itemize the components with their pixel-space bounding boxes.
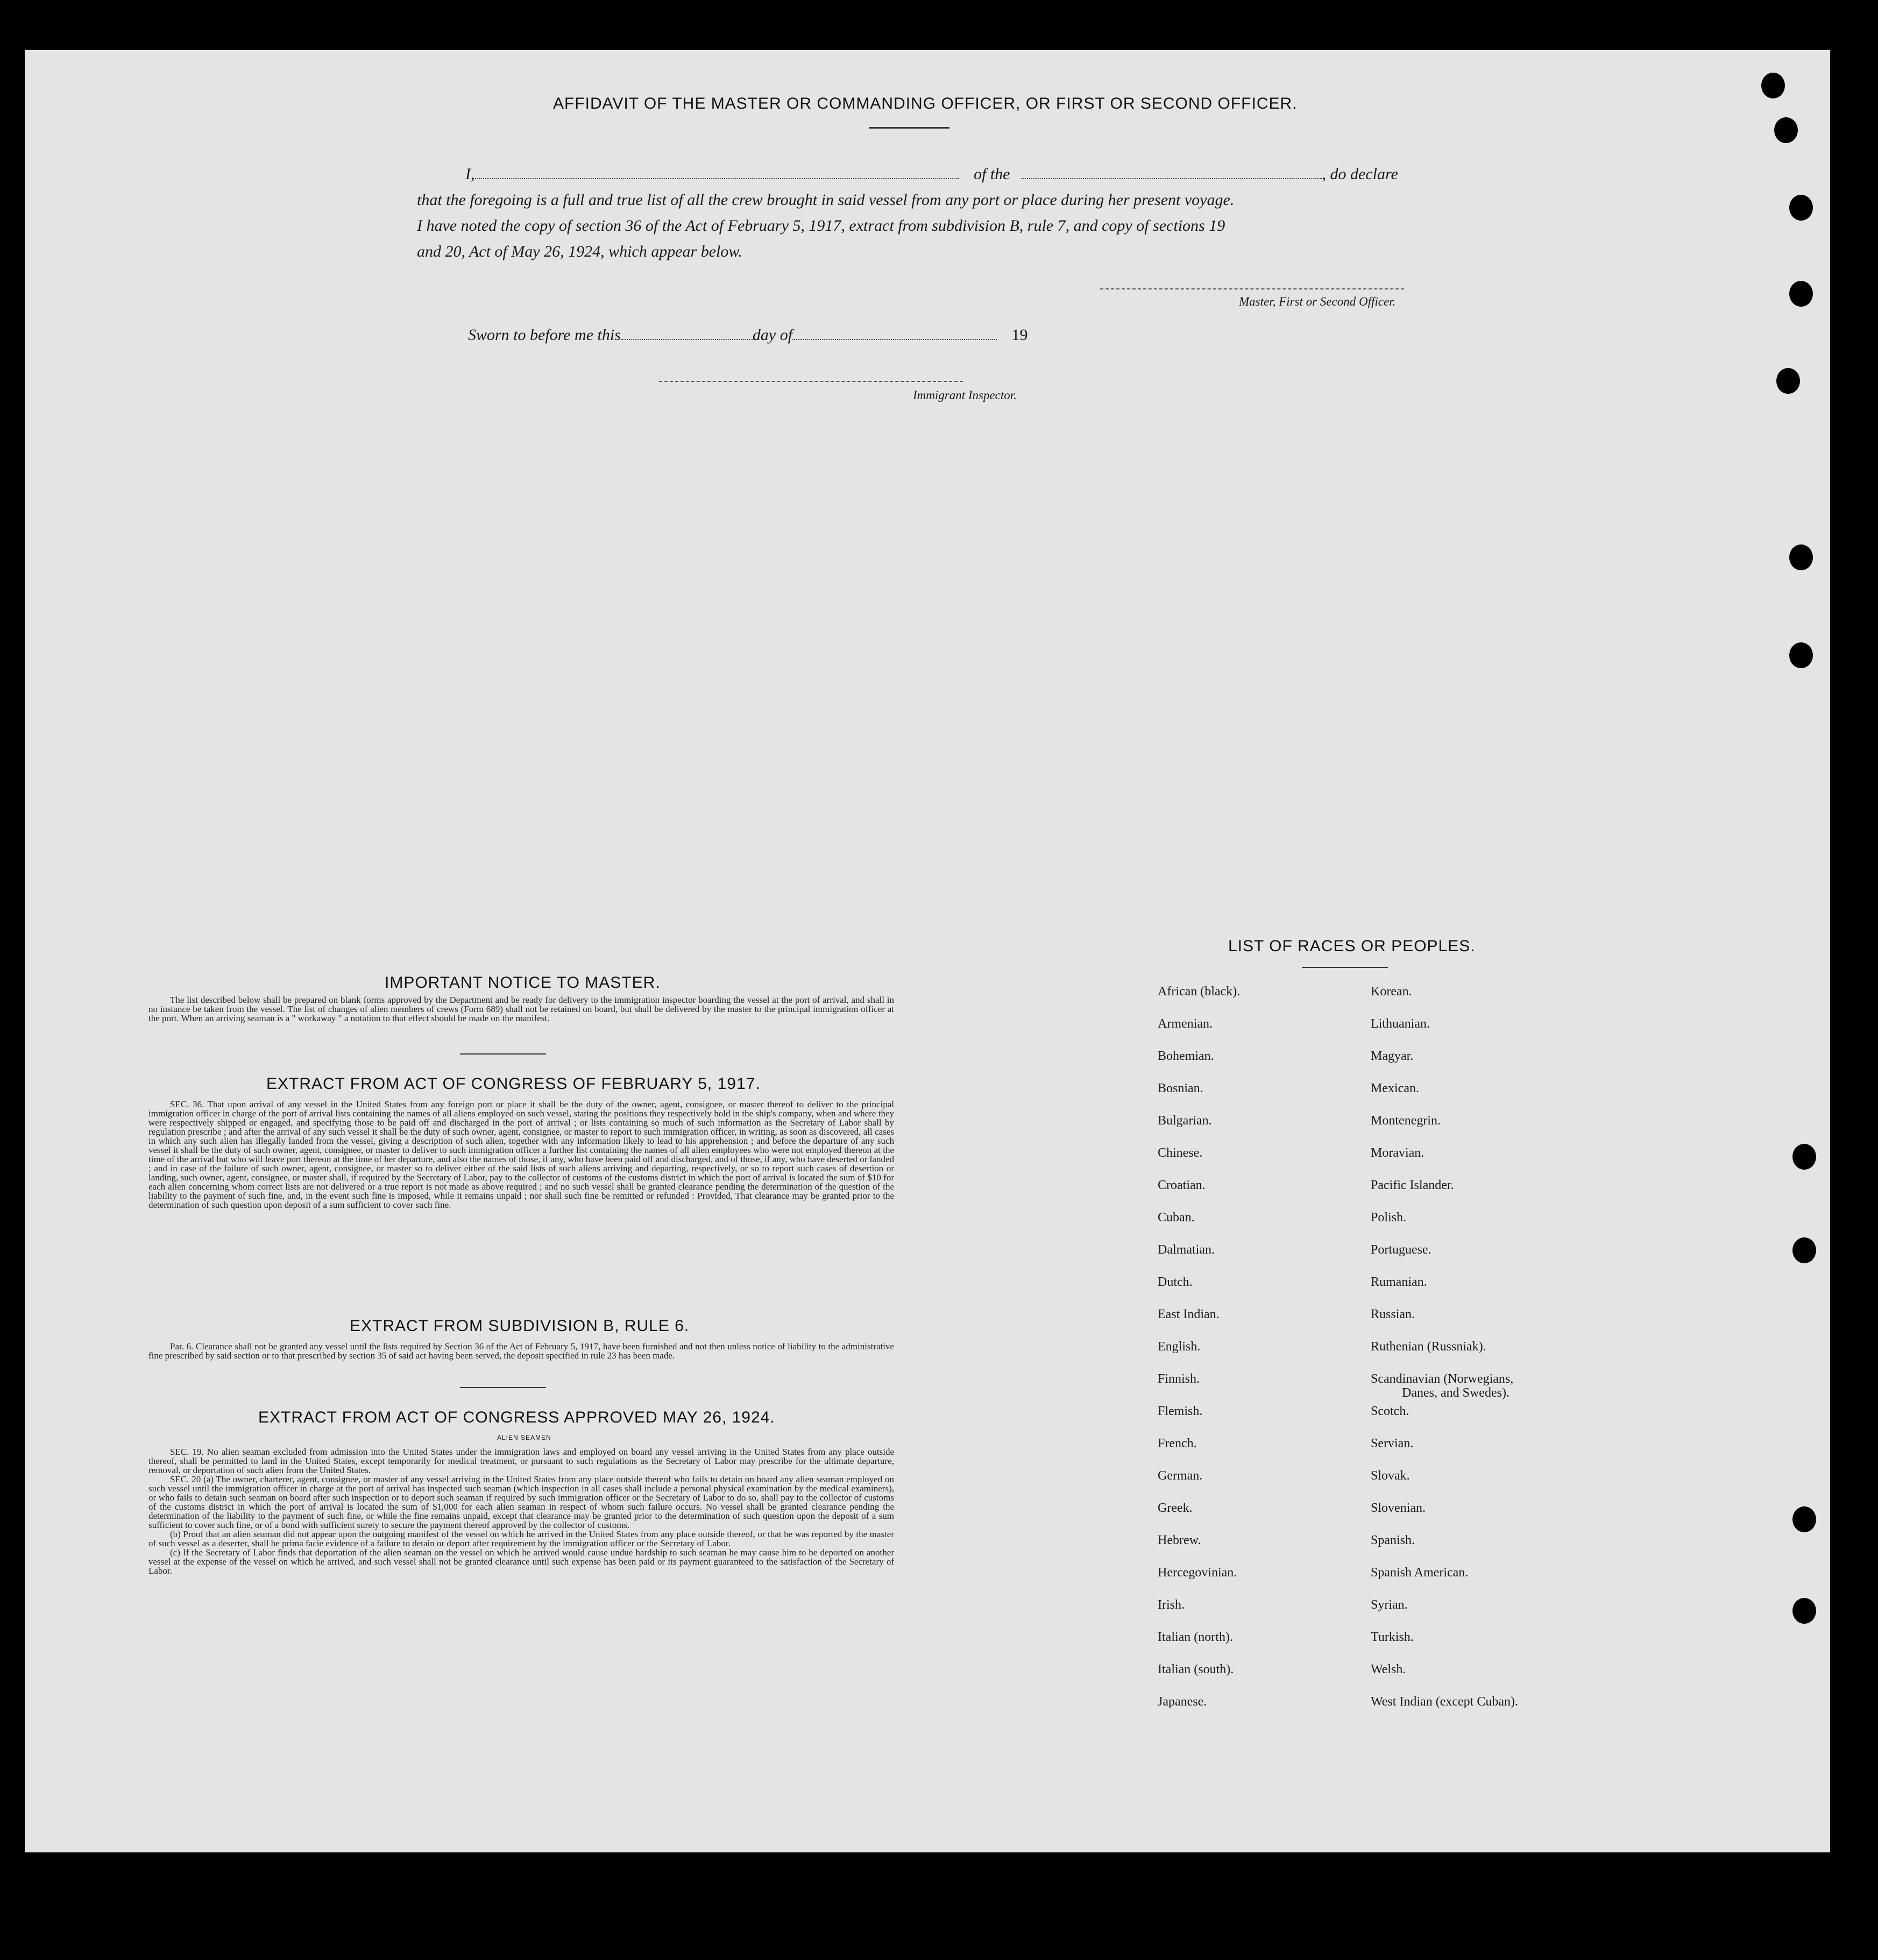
- race-item: German.: [1158, 1469, 1203, 1483]
- race-item: Montenegrin.: [1371, 1114, 1441, 1128]
- declaration-line: I have noted the copy of section 36 of the Act of February 5, 1917, extract from subdivision B, rule 7, and copy of sections 19: [417, 217, 1225, 235]
- race-item: Italian (north).: [1158, 1630, 1233, 1644]
- punch-hole: [1792, 1237, 1816, 1263]
- month-field[interactable]: [792, 339, 997, 340]
- extract-rule6-text: Par. 6. Clearance shall not be granted any vessel until the lists required by Section 36 of the Act of February 5, 1917, have been furnished and not then unless notice of liability to the administrative fine prescribed by said section or to that prescribed by section 35 of said act having been served, the deposit specified in rule 23 has been made.: [148, 1341, 894, 1361]
- extract-1917-title: EXTRACT FROM ACT OF CONGRESS OF FEBRUARY 5, 1917.: [266, 1075, 761, 1093]
- affidavit-title: AFFIDAVIT OF THE MASTER OR COMMANDING OFFICER, OR FIRST OR SECOND OFFICER.: [553, 95, 1298, 112]
- extract-1917-text: SEC. 36. That upon arrival of any vessel in the United States from any foreign port or place it shall be the duty of the owner, agent, consignee, or master thereof to deliver to the principal immigration officer in charge of the port of arrival lists containing the names of all aliens employed on such vessel, stating the positions they respectively hold in the ship's company, when and where they were respectively shipped or engaged, and specifying those to be paid off and discharged in the port of arrival ; or lists containing so much of such information as the Secretary of Labor shall by regulation prescribe ; and after the arrival of any such vessel it shall be the duty of such owner, agent, consignee, or master to report to such immigration officer, in writing, as soon as discovered, all cases in which any such alien has illegally landed from the vessel, giving a description of such alien, together with any information likely to lead to his apprehension ; and before the departure of any such vessel it shall be the duty of such owner, agent, consignee, or master to deliver to such immigration officer a further list containing the names of all alien employees who were not employed thereon at the time of the arrival but who will leave port thereon at the time of her departure, and also the names of those, if any, who have been paid off and discharged, and of those, if any, who have deserted or landed ; and in case of the failure of such owner, agent, consignee, or master so to deliver either of the said lists of such aliens arriving and departing, respectively, or so to report such cases of desertion or landing, such owner, agent, consignee, or master shall, if required by the Secretary of Labor, pay to the collector of customs of the customs district in which the port of arrival is located the sum of $10 for each alien concerning whom correct lists are not delivered or a true report is not made as above required ; and no such vessel shall be granted clearance pending the determination of the question of the liability to the payment of such fine, and, in the event such fine is imposed, while it remains unpaid ; nor shall such fine be remitted or refunded : Provided, That clearance may be granted prior to the determination of such question upon deposit of a sum sufficient to cover such fine.: [148, 1099, 894, 1210]
- race-item: Hebrew.: [1158, 1533, 1201, 1547]
- race-item: Magyar.: [1371, 1049, 1414, 1063]
- race-item: Bohemian.: [1158, 1049, 1214, 1063]
- race-item: Japanese.: [1158, 1695, 1207, 1709]
- race-item: Ruthenian (Russniak).: [1371, 1340, 1486, 1354]
- race-item: Portuguese.: [1371, 1243, 1431, 1257]
- races-title: LIST OF RACES OR PEOPLES.: [1228, 937, 1476, 955]
- race-item: Syrian.: [1371, 1598, 1408, 1612]
- race-item: West Indian (except Cuban).: [1371, 1695, 1518, 1709]
- race-item: Dalmatian.: [1158, 1243, 1215, 1257]
- declaration-line: that the foregoing is a full and true list of all the crew brought in said vessel from any port or place during her present voyage.: [417, 191, 1235, 209]
- day-field[interactable]: [621, 339, 753, 340]
- sworn-label: Sworn to before me this: [468, 326, 621, 344]
- section-20c: (c) If the Secretary of Labor finds that deportation of the alien seaman on the vessel on which he arrived would cause undue hardship to such seaman he may cause him to be deported on another vessel at the expense of the vessel on which he arrived, and such vessel shall not be granted clearance until such expense has been paid or its payment guaranteed to the satisfaction of the Secretary of Labor.: [148, 1547, 894, 1576]
- race-item: Russian.: [1371, 1307, 1415, 1321]
- race-item: Polish.: [1371, 1211, 1407, 1225]
- race-item: African (black).: [1158, 985, 1241, 999]
- punch-hole: [1776, 368, 1800, 394]
- race-item: Spanish.: [1371, 1533, 1415, 1547]
- race-item: Cuban.: [1158, 1211, 1195, 1225]
- declaration-line: and 20, Act of May 26, 1924, which appear below.: [417, 243, 742, 260]
- race-item: Rumanian.: [1371, 1275, 1427, 1289]
- punch-hole: [1792, 1144, 1816, 1170]
- day-of-label: day of: [752, 326, 793, 344]
- i-label: I,: [465, 165, 475, 183]
- race-item-line: Scandinavian (Norwegians,: [1371, 1372, 1514, 1386]
- race-item: Croatian.: [1158, 1178, 1206, 1192]
- punch-hole: [1761, 73, 1785, 98]
- punch-hole: [1789, 281, 1813, 307]
- alien-seamen-subtitle: ALIEN SEAMEN: [497, 1434, 551, 1441]
- section-19: SEC. 19. No alien seaman excluded from admission into the United States under the immigration laws and employed on board any vessel arriving in the United States from any place outside thereof, shall be permitted to land in the United States, except temporarily for medical treatment, or pursuant to such regulations as the Secretary of Labor may prescribe for the ultimate departure, removal, or deportation of such alien from the United States.: [148, 1447, 894, 1475]
- race-item: Slovenian.: [1371, 1501, 1426, 1515]
- race-item: [1371, 1372, 1518, 1404]
- extract-1924-text: [148, 1447, 894, 1575]
- name-field[interactable]: [475, 178, 959, 179]
- of-the-label: of the: [974, 165, 1010, 183]
- form-page: [25, 50, 1830, 1852]
- punch-hole: [1792, 1598, 1816, 1624]
- race-item: Pacific Islander.: [1371, 1178, 1454, 1192]
- do-declare-label: , do declare: [1322, 165, 1398, 183]
- section-20a: SEC. 20 (a) The owner, charterer, agent, consignee, or master of any vessel arriving in the United States from any place outside thereof who fails to detain on board any alien seaman employed on such vessel until the immigration officer in charge at the port of arrival has inspected such seaman (which inspection in all cases shall include a personal physical examination by the medical examiners), or who fails to detain such seaman on board after such inspection or to deport such seaman if required by such immigration officer or the Secretary of Labor to do so, shall pay to the collector of customs of the customs district in which the port of arrival is located the sum of $1,000 for each alien seaman in respect of whom such failure occurs. No vessel shall be granted clearance pending the determination of the liability to the payment of such fine, or while the fine remains unpaid, except that clearance may be granted prior to the determination of such question upon the deposit of a sum sufficient to cover such fine, or of a bond with sufficient surety to secure the payment thereof approved by the collector of customs.: [148, 1474, 894, 1530]
- race-item: Finnish.: [1158, 1372, 1200, 1386]
- race-item: French.: [1158, 1437, 1197, 1450]
- race-item: Slovak.: [1371, 1469, 1410, 1483]
- race-item: Hercegovinian.: [1158, 1566, 1237, 1580]
- divider: [460, 1387, 546, 1388]
- race-item: Bosnian.: [1158, 1081, 1203, 1095]
- inspector-signature-line[interactable]: [659, 381, 963, 382]
- race-item: Irish.: [1158, 1598, 1185, 1612]
- race-item: Lithuanian.: [1371, 1017, 1430, 1031]
- master-signature-label: Master, First or Second Officer.: [1239, 295, 1396, 308]
- punch-hole: [1792, 1506, 1816, 1532]
- race-item: East Indian.: [1158, 1307, 1220, 1321]
- races-underline: [1302, 967, 1388, 968]
- race-item: Spanish American.: [1371, 1566, 1469, 1580]
- section-20b: (b) Proof that an alien seaman did not appear upon the outgoing manifest of the vessel on which he arrived in the United States from any place outside thereof, or that he was reported by the master of such vessel as a deserter, shall be prima facie evidence of a failure to detain or deport after requirement by the immigration officer or the Secretary of Labor.: [148, 1529, 894, 1548]
- races-column-2: [1371, 985, 1518, 1727]
- race-item-line: Danes, and Swedes).: [1402, 1386, 1510, 1400]
- race-item: Servian.: [1371, 1437, 1414, 1450]
- race-item: Moravian.: [1371, 1146, 1425, 1160]
- notice-title: IMPORTANT NOTICE TO MASTER.: [385, 974, 661, 992]
- races-column-1: [1158, 985, 1240, 1727]
- race-item: Dutch.: [1158, 1275, 1193, 1289]
- title-underline: [869, 127, 949, 129]
- race-item: Korean.: [1371, 985, 1412, 999]
- punch-hole: [1789, 544, 1813, 570]
- race-item: Flemish.: [1158, 1404, 1203, 1418]
- master-signature-line[interactable]: [1100, 288, 1404, 289]
- inspector-signature-label: Immigrant Inspector.: [913, 388, 1017, 402]
- race-item: Scotch.: [1371, 1404, 1409, 1418]
- punch-hole: [1789, 195, 1813, 221]
- punch-hole: [1789, 642, 1813, 668]
- race-item: Welsh.: [1371, 1662, 1406, 1676]
- declaration-block: [417, 161, 1442, 265]
- punch-hole: [1774, 117, 1798, 143]
- race-item: Italian (south).: [1158, 1662, 1234, 1676]
- race-item: Bulgarian.: [1158, 1114, 1212, 1128]
- race-item: English.: [1158, 1340, 1201, 1354]
- divider: [460, 1053, 546, 1055]
- extract-1924-title: EXTRACT FROM ACT OF CONGRESS APPROVED MAY 26, 1924.: [258, 1409, 775, 1426]
- race-item: Turkish.: [1371, 1630, 1414, 1644]
- notice-text: The list described below shall be prepared on blank forms approved by the Department and be ready for delivery to the immigration inspector boarding the vessel at the port of arrival, and shall in no instance be taken from the vessel. The list of changes of alien members of crews (Form 689) shall not be retained on board, but shall be delivered by the master to the principal immigration officer at the port. When an arriving seaman is a " workaway " a notation to that effect should be made on the manifest.: [148, 995, 894, 1023]
- extract-rule6-title: EXTRACT FROM SUBDIVISION B, RULE 6.: [350, 1317, 690, 1335]
- race-item: Greek.: [1158, 1501, 1193, 1515]
- sworn-line: [468, 326, 1028, 344]
- race-item: Chinese.: [1158, 1146, 1203, 1160]
- vessel-field[interactable]: [1021, 178, 1322, 179]
- year-prefix: 19: [1011, 326, 1028, 344]
- race-item: Armenian.: [1158, 1017, 1213, 1031]
- race-item: Mexican.: [1371, 1081, 1419, 1095]
